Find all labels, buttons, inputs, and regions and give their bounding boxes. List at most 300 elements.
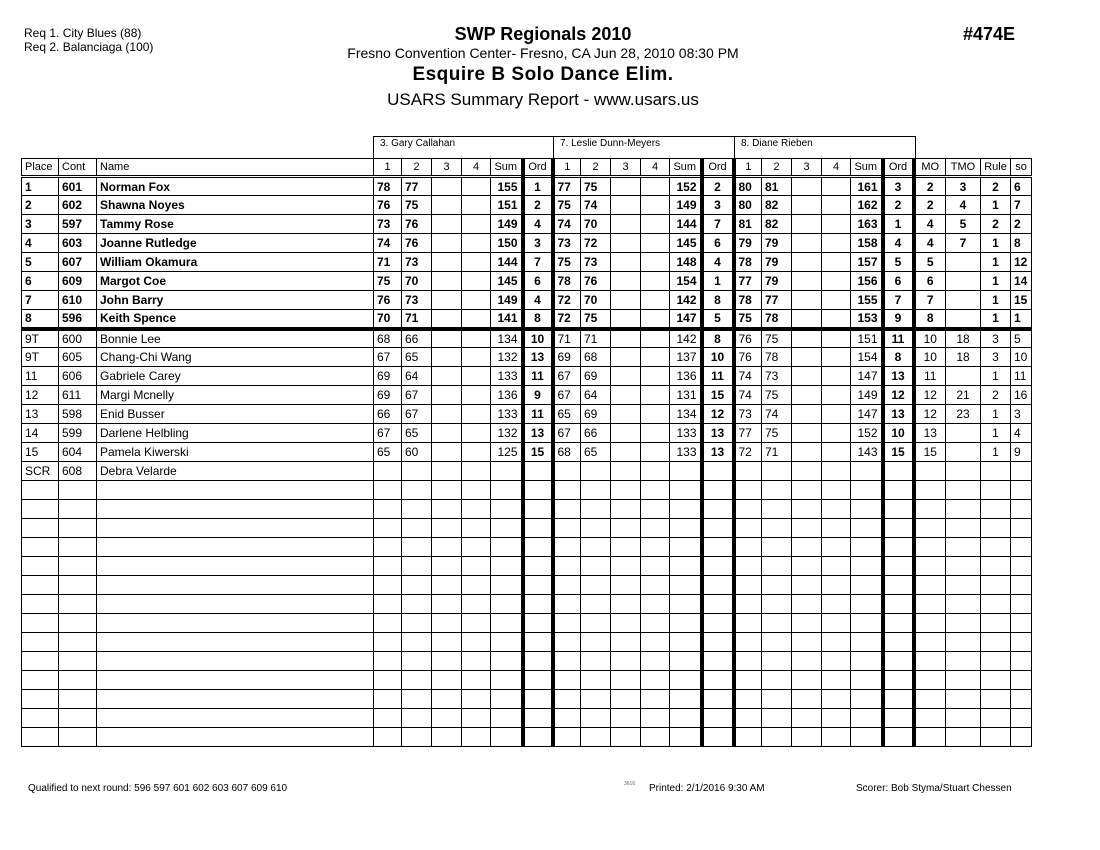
j2-col-4: 4	[641, 159, 670, 177]
judge1-score-1-cell: 78	[374, 177, 402, 196]
judge1-score-4-cell	[462, 481, 491, 500]
judge3-score-4-cell	[822, 576, 851, 595]
table-row	[22, 500, 1032, 519]
judge2-score-3-cell	[611, 310, 641, 329]
judge1-score-2-cell	[402, 690, 432, 709]
judge1-score-1-cell: 68	[374, 329, 402, 348]
judge3-sum-cell: 154	[851, 348, 883, 367]
tmo-cell	[946, 291, 981, 310]
judge1-score-1-cell	[374, 500, 402, 519]
judge2-score-2-cell	[581, 709, 611, 728]
so-cell: 12	[1011, 253, 1032, 272]
judge3-score-1-cell: 79	[734, 234, 762, 253]
j2-col-ord: Ord	[702, 159, 734, 177]
judge1-score-1-cell	[374, 576, 402, 595]
name-cell: Tammy Rose	[97, 215, 374, 234]
judge1-score-4-cell	[462, 614, 491, 633]
judge3-sum-cell	[851, 652, 883, 671]
j1-col-4: 4	[462, 159, 491, 177]
name-cell: Norman Fox	[97, 177, 374, 196]
judge2-ord-cell: 13	[702, 443, 734, 462]
cont-cell	[59, 690, 97, 709]
judge3-score-1-cell	[734, 576, 762, 595]
judge3-score-2-cell	[762, 595, 792, 614]
so-cell	[1011, 500, 1032, 519]
judge1-sum-cell: 151	[491, 196, 523, 215]
judge2-score-1-cell	[553, 652, 581, 671]
mo-cell	[914, 519, 946, 538]
mo-cell	[914, 500, 946, 519]
judge1-score-3-cell	[432, 177, 462, 196]
judge2-score-3-cell	[611, 690, 641, 709]
judge2-ord-cell: 8	[702, 329, 734, 348]
judge1-score-2-cell	[402, 500, 432, 519]
table-row	[22, 462, 1032, 481]
judge2-ord-cell: 4	[702, 253, 734, 272]
name-cell	[97, 576, 374, 595]
judge3-sum-cell	[851, 500, 883, 519]
request-2: Req 2. Balanciaga (100)	[24, 40, 154, 54]
judge2-ord-cell: 3	[702, 196, 734, 215]
judge3-ord-cell: 3	[883, 177, 914, 196]
qualified-list: Qualified to next round: 596 597 601 602 603 607 609 610	[28, 783, 288, 794]
judge3-score-2-cell	[762, 728, 792, 747]
judge3-sum-cell: 158	[851, 234, 883, 253]
judge1-sum-cell: 149	[491, 215, 523, 234]
judge2-sum-cell: 145	[670, 234, 702, 253]
judge3-score-4-cell	[822, 348, 851, 367]
judge2-ord-cell	[702, 633, 734, 652]
judge1-score-2-cell	[402, 557, 432, 576]
table-row	[22, 424, 1032, 443]
judge1-score-4-cell	[462, 595, 491, 614]
judge1-score-4-cell	[462, 329, 491, 348]
judge2-score-2-cell	[581, 595, 611, 614]
table-row	[22, 348, 1032, 367]
judge2-ord-cell	[702, 595, 734, 614]
tmo-cell	[946, 652, 981, 671]
judge2-score-1-cell	[553, 728, 581, 747]
judge3-score-3-cell	[792, 329, 822, 348]
cont-cell	[59, 500, 97, 519]
judge3-score-1-cell	[734, 481, 762, 500]
judge3-score-4-cell	[822, 386, 851, 405]
judge1-score-3-cell	[432, 500, 462, 519]
judge3-score-2-cell: 73	[762, 367, 792, 386]
judge2-ord-cell	[702, 652, 734, 671]
place-cell: 14	[22, 424, 59, 443]
judge1-score-2-cell	[402, 633, 432, 652]
judge3-score-1-cell	[734, 519, 762, 538]
judge3-ord-cell: 11	[883, 329, 914, 348]
judge3-score-2-cell	[762, 671, 792, 690]
judge2-sum-cell: 136	[670, 367, 702, 386]
judge3-sum-cell	[851, 633, 883, 652]
judge1-ord-cell	[523, 519, 553, 538]
judge3-score-2-cell	[762, 462, 792, 481]
judge1-score-2-cell	[402, 614, 432, 633]
judge2-score-2-cell	[581, 500, 611, 519]
judge2-score-1-cell: 73	[553, 234, 581, 253]
table-row	[22, 481, 1032, 500]
tmo-cell: 7	[946, 234, 981, 253]
mo-cell	[914, 462, 946, 481]
judge2-score-2-cell: 70	[581, 215, 611, 234]
judge3-score-2-cell	[762, 709, 792, 728]
name-cell	[97, 614, 374, 633]
judge3-score-4-cell	[822, 519, 851, 538]
judge2-sum-cell: 154	[670, 272, 702, 291]
rule-cell	[981, 728, 1011, 747]
judge1-sum-cell	[491, 728, 523, 747]
cont-cell	[59, 538, 97, 557]
judge2-score-4-cell	[641, 177, 670, 196]
judge2-score-2-cell: 72	[581, 234, 611, 253]
so-cell	[1011, 519, 1032, 538]
place-cell: 1	[22, 177, 59, 196]
judge1-score-4-cell	[462, 462, 491, 481]
judge1-score-2-cell: 65	[402, 348, 432, 367]
tmo-cell	[946, 538, 981, 557]
judge-header-3: 8. Diane Rieben	[734, 136, 916, 159]
table-row	[22, 652, 1032, 671]
rule-cell	[981, 690, 1011, 709]
judge3-score-1-cell: 77	[734, 424, 762, 443]
judge1-score-3-cell	[432, 253, 462, 272]
judge3-score-4-cell	[822, 424, 851, 443]
judge1-score-1-cell: 73	[374, 215, 402, 234]
judge1-score-1-cell: 65	[374, 443, 402, 462]
judge3-score-3-cell	[792, 709, 822, 728]
judge2-score-4-cell	[641, 576, 670, 595]
judge1-score-3-cell	[432, 481, 462, 500]
judge2-score-1-cell	[553, 538, 581, 557]
so-cell: 7	[1011, 196, 1032, 215]
judge1-score-1-cell: 69	[374, 367, 402, 386]
table-row	[22, 405, 1032, 424]
rule-cell: 1	[981, 234, 1011, 253]
judge3-sum-cell	[851, 690, 883, 709]
col-name: Name	[97, 159, 374, 177]
table-row	[22, 253, 1032, 272]
judge3-sum-cell	[851, 671, 883, 690]
rule-cell: 1	[981, 253, 1011, 272]
judge2-score-1-cell	[553, 614, 581, 633]
rule-cell	[981, 576, 1011, 595]
j1-col-ord: Ord	[523, 159, 553, 177]
judge1-score-4-cell	[462, 671, 491, 690]
judge2-ord-cell	[702, 557, 734, 576]
judge3-ord-cell: 8	[883, 348, 914, 367]
judge1-score-4-cell	[462, 576, 491, 595]
cont-cell: 605	[59, 348, 97, 367]
tmo-cell	[946, 310, 981, 329]
mo-cell: 15	[914, 443, 946, 462]
place-cell	[22, 671, 59, 690]
judge3-score-1-cell: 76	[734, 348, 762, 367]
so-cell: 8	[1011, 234, 1032, 253]
cont-cell: 600	[59, 329, 97, 348]
judge1-score-4-cell	[462, 310, 491, 329]
judge1-ord-cell	[523, 614, 553, 633]
tmo-cell	[946, 443, 981, 462]
judge2-sum-cell: 133	[670, 424, 702, 443]
tmo-cell: 3	[946, 177, 981, 196]
judge1-ord-cell: 8	[523, 310, 553, 329]
rule-cell	[981, 538, 1011, 557]
judge2-sum-cell: 133	[670, 443, 702, 462]
judge3-score-3-cell	[792, 215, 822, 234]
cont-cell	[59, 481, 97, 500]
rule-cell	[981, 519, 1011, 538]
judge3-sum-cell: 163	[851, 215, 883, 234]
judge3-sum-cell: 149	[851, 386, 883, 405]
judge3-ord-cell: 12	[883, 386, 914, 405]
name-cell: Joanne Rutledge	[97, 234, 374, 253]
judge3-score-3-cell	[792, 253, 822, 272]
judge2-score-1-cell	[553, 557, 581, 576]
judge2-score-2-cell	[581, 557, 611, 576]
judge2-score-2-cell	[581, 519, 611, 538]
judge3-score-2-cell	[762, 690, 792, 709]
judge2-score-3-cell	[611, 272, 641, 291]
judge1-score-3-cell	[432, 633, 462, 652]
judge1-score-4-cell	[462, 367, 491, 386]
judge2-score-1-cell: 65	[553, 405, 581, 424]
judge3-sum-cell: 147	[851, 405, 883, 424]
judge1-ord-cell	[523, 728, 553, 747]
mo-cell	[914, 690, 946, 709]
name-cell	[97, 500, 374, 519]
judge3-score-4-cell	[822, 671, 851, 690]
judge3-score-1-cell: 72	[734, 443, 762, 462]
judge1-sum-cell	[491, 576, 523, 595]
judge2-score-4-cell	[641, 709, 670, 728]
judge2-score-1-cell: 72	[553, 291, 581, 310]
judge2-sum-cell: 137	[670, 348, 702, 367]
table-row	[22, 215, 1032, 234]
col-tmo: TMO	[946, 159, 981, 177]
judge3-score-1-cell	[734, 538, 762, 557]
judge1-ord-cell	[523, 481, 553, 500]
judge1-score-2-cell: 73	[402, 253, 432, 272]
judge3-score-4-cell	[822, 652, 851, 671]
judge1-sum-cell	[491, 538, 523, 557]
judge1-score-1-cell	[374, 557, 402, 576]
event-title: Esquire B Solo Dance Elim.	[412, 64, 674, 85]
judge1-sum-cell: 145	[491, 272, 523, 291]
judge2-score-4-cell	[641, 728, 670, 747]
mo-cell	[914, 614, 946, 633]
j2-col-2: 2	[581, 159, 611, 177]
cont-cell: 601	[59, 177, 97, 196]
judge1-score-2-cell: 75	[402, 196, 432, 215]
judge3-score-3-cell	[792, 367, 822, 386]
judge3-score-2-cell: 79	[762, 272, 792, 291]
mo-cell	[914, 633, 946, 652]
cont-cell	[59, 614, 97, 633]
tmo-cell: 18	[946, 329, 981, 348]
judge3-sum-cell: 162	[851, 196, 883, 215]
judge2-ord-cell: 7	[702, 215, 734, 234]
tmo-cell	[946, 424, 981, 443]
judge3-score-1-cell: 76	[734, 329, 762, 348]
judge1-score-3-cell	[432, 348, 462, 367]
judge3-score-4-cell	[822, 367, 851, 386]
judge3-score-1-cell	[734, 557, 762, 576]
judge2-score-2-cell: 64	[581, 386, 611, 405]
table-row	[22, 595, 1032, 614]
name-cell: Debra Velarde	[97, 462, 374, 481]
table-row	[22, 291, 1032, 310]
judge1-score-2-cell: 67	[402, 386, 432, 405]
judge-header-1: 3. Gary Callahan	[373, 136, 554, 159]
judge2-score-3-cell	[611, 329, 641, 348]
so-cell	[1011, 728, 1032, 747]
judge3-score-2-cell: 71	[762, 443, 792, 462]
so-cell	[1011, 481, 1032, 500]
judge2-sum-cell: 142	[670, 329, 702, 348]
judge2-ord-cell: 12	[702, 405, 734, 424]
judge1-score-1-cell: 69	[374, 386, 402, 405]
judge2-score-4-cell	[641, 310, 670, 329]
judge3-ord-cell	[883, 500, 914, 519]
judge2-ord-cell	[702, 481, 734, 500]
judge2-sum-cell	[670, 462, 702, 481]
judge2-sum-cell: 147	[670, 310, 702, 329]
judge3-ord-cell: 4	[883, 234, 914, 253]
report-subtitle: USARS Summary Report - www.usars.us	[387, 90, 699, 109]
judge3-score-2-cell: 79	[762, 234, 792, 253]
column-header-row	[22, 159, 1032, 177]
table-row	[22, 234, 1032, 253]
name-cell: Shawna Noyes	[97, 196, 374, 215]
judge3-ord-cell: 13	[883, 405, 914, 424]
judge2-score-1-cell: 69	[553, 348, 581, 367]
judge3-score-1-cell	[734, 709, 762, 728]
mo-cell: 7	[914, 291, 946, 310]
judge2-sum-cell	[670, 557, 702, 576]
judge1-score-1-cell: 67	[374, 424, 402, 443]
mo-cell	[914, 538, 946, 557]
mo-cell	[914, 728, 946, 747]
place-cell	[22, 538, 59, 557]
mo-cell: 11	[914, 367, 946, 386]
judge1-ord-cell: 11	[523, 367, 553, 386]
table-row	[22, 576, 1032, 595]
tmo-cell	[946, 481, 981, 500]
judge3-score-3-cell	[792, 500, 822, 519]
judge3-score-4-cell	[822, 690, 851, 709]
rule-cell: 1	[981, 367, 1011, 386]
mo-cell	[914, 481, 946, 500]
judge1-score-1-cell	[374, 709, 402, 728]
judge3-score-2-cell	[762, 538, 792, 557]
judge2-score-3-cell	[611, 519, 641, 538]
judge1-sum-cell	[491, 671, 523, 690]
judge2-score-1-cell: 78	[553, 272, 581, 291]
judge3-score-2-cell: 81	[762, 177, 792, 196]
place-cell: 9T	[22, 329, 59, 348]
judge2-score-4-cell	[641, 462, 670, 481]
judge1-score-1-cell	[374, 671, 402, 690]
rule-cell: 1	[981, 443, 1011, 462]
cont-cell	[59, 633, 97, 652]
judge3-score-4-cell	[822, 728, 851, 747]
table-row	[22, 329, 1032, 348]
judge2-score-3-cell	[611, 443, 641, 462]
judge1-sum-cell: 155	[491, 177, 523, 196]
judge2-score-3-cell	[611, 500, 641, 519]
so-cell: 11	[1011, 367, 1032, 386]
judge2-score-2-cell	[581, 614, 611, 633]
judge1-score-4-cell	[462, 272, 491, 291]
name-cell	[97, 709, 374, 728]
judge3-score-4-cell	[822, 291, 851, 310]
cont-cell	[59, 557, 97, 576]
mo-cell: 6	[914, 272, 946, 291]
judge1-sum-cell: 141	[491, 310, 523, 329]
judge2-score-2-cell	[581, 576, 611, 595]
mo-cell: 12	[914, 386, 946, 405]
place-cell	[22, 576, 59, 595]
table-row	[22, 443, 1032, 462]
judge3-score-3-cell	[792, 405, 822, 424]
judge3-ord-cell: 1	[883, 215, 914, 234]
judge1-score-1-cell: 74	[374, 234, 402, 253]
name-cell: Enid Busser	[97, 405, 374, 424]
judge2-score-1-cell: 74	[553, 215, 581, 234]
judge2-sum-cell: 142	[670, 291, 702, 310]
judge3-score-2-cell: 78	[762, 348, 792, 367]
judge1-score-2-cell	[402, 595, 432, 614]
place-cell: 8	[22, 310, 59, 329]
venue-line: Fresno Convention Center- Fresno, CA Jun 28, 2010 08:30 PM	[347, 45, 739, 61]
judge3-score-1-cell	[734, 500, 762, 519]
judge1-ord-cell: 4	[523, 215, 553, 234]
judge3-score-4-cell	[822, 557, 851, 576]
judge2-sum-cell: 131	[670, 386, 702, 405]
judge3-score-4-cell	[822, 329, 851, 348]
table-row	[22, 671, 1032, 690]
judge1-score-4-cell	[462, 348, 491, 367]
judge2-score-2-cell: 74	[581, 196, 611, 215]
judge2-score-2-cell	[581, 481, 611, 500]
table-row	[22, 538, 1032, 557]
judge1-score-4-cell	[462, 500, 491, 519]
name-cell	[97, 652, 374, 671]
results-table	[21, 158, 1032, 747]
judge2-score-1-cell: 71	[553, 329, 581, 348]
judge1-score-3-cell	[432, 329, 462, 348]
judge2-score-1-cell: 67	[553, 424, 581, 443]
judge2-sum-cell	[670, 671, 702, 690]
judge2-ord-cell	[702, 576, 734, 595]
judge3-score-2-cell: 74	[762, 405, 792, 424]
judge3-score-1-cell	[734, 728, 762, 747]
place-cell	[22, 519, 59, 538]
judge2-score-4-cell	[641, 633, 670, 652]
judge1-score-3-cell	[432, 652, 462, 671]
judge1-ord-cell	[523, 671, 553, 690]
judge1-score-3-cell	[432, 196, 462, 215]
judge1-sum-cell	[491, 519, 523, 538]
judge3-score-3-cell	[792, 595, 822, 614]
judge3-score-4-cell	[822, 443, 851, 462]
judge2-score-3-cell	[611, 728, 641, 747]
judge1-sum-cell	[491, 652, 523, 671]
judge2-sum-cell	[670, 576, 702, 595]
